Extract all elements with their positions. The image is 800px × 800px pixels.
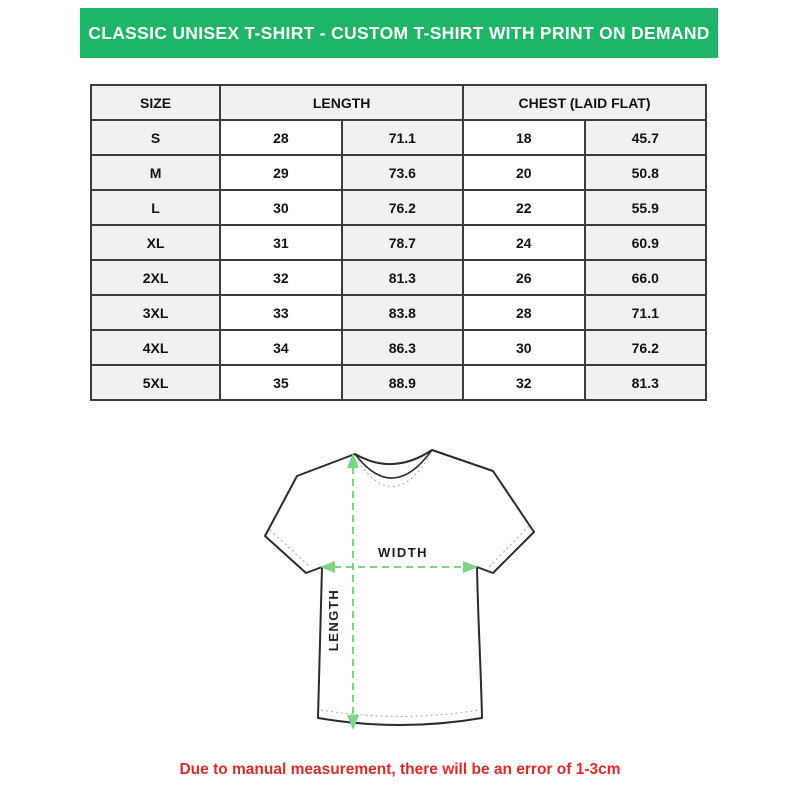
tshirt-diagram bbox=[240, 430, 560, 750]
length-cm-cell: 88.9 bbox=[342, 365, 463, 400]
table-row bbox=[91, 260, 706, 295]
size-chart-table bbox=[90, 84, 707, 401]
table-row bbox=[91, 155, 706, 190]
length-cm-cell: 78.7 bbox=[342, 225, 463, 260]
chest-cm-cell: 76.2 bbox=[585, 330, 707, 365]
table-header-row bbox=[91, 85, 706, 120]
chest-cm-cell: 81.3 bbox=[585, 365, 707, 400]
size-cell: L bbox=[91, 190, 220, 225]
length-in-cell: 29 bbox=[220, 155, 341, 190]
col-header-size: SIZE bbox=[91, 85, 220, 120]
chest-in-cell: 30 bbox=[463, 330, 584, 365]
length-cm-cell: 76.2 bbox=[342, 190, 463, 225]
length-in-cell: 33 bbox=[220, 295, 341, 330]
page-title: CLASSIC UNISEX T-SHIRT - CUSTOM T-SHIRT WITH PRINT ON DEMAND bbox=[88, 22, 710, 43]
length-in-cell: 35 bbox=[220, 365, 341, 400]
table-row bbox=[91, 225, 706, 260]
size-cell: XL bbox=[91, 225, 220, 260]
table-row bbox=[91, 365, 706, 400]
tshirt-outline bbox=[265, 450, 534, 725]
chest-cm-cell: 60.9 bbox=[585, 225, 707, 260]
col-header-length: LENGTH bbox=[220, 85, 463, 120]
length-in-cell: 30 bbox=[220, 190, 341, 225]
chest-in-cell: 22 bbox=[463, 190, 584, 225]
length-cm-cell: 83.8 bbox=[342, 295, 463, 330]
length-in-cell: 32 bbox=[220, 260, 341, 295]
length-in-cell: 28 bbox=[220, 120, 341, 155]
size-cell: S bbox=[91, 120, 220, 155]
length-label: LENGTH bbox=[326, 588, 341, 652]
length-cm-cell: 86.3 bbox=[342, 330, 463, 365]
length-cm-cell: 71.1 bbox=[342, 120, 463, 155]
table-row bbox=[91, 295, 706, 330]
size-cell: 2XL bbox=[91, 260, 220, 295]
chest-in-cell: 24 bbox=[463, 225, 584, 260]
chest-in-cell: 32 bbox=[463, 365, 584, 400]
chest-in-cell: 20 bbox=[463, 155, 584, 190]
chest-cm-cell: 71.1 bbox=[585, 295, 707, 330]
chest-in-cell: 18 bbox=[463, 120, 584, 155]
size-cell: 3XL bbox=[91, 295, 220, 330]
table-row bbox=[91, 330, 706, 365]
length-cm-cell: 81.3 bbox=[342, 260, 463, 295]
size-cell: M bbox=[91, 155, 220, 190]
chest-cm-cell: 55.9 bbox=[585, 190, 707, 225]
chest-in-cell: 26 bbox=[463, 260, 584, 295]
chest-cm-cell: 66.0 bbox=[585, 260, 707, 295]
measurement-note: Due to manual measurement, there will be an error of 1-3cm bbox=[179, 761, 621, 778]
title-banner bbox=[80, 8, 718, 58]
chest-in-cell: 28 bbox=[463, 295, 584, 330]
size-cell: 4XL bbox=[91, 330, 220, 365]
chest-cm-cell: 45.7 bbox=[585, 120, 707, 155]
length-cm-cell: 73.6 bbox=[342, 155, 463, 190]
width-label: WIDTH bbox=[377, 545, 429, 560]
size-cell: 5XL bbox=[91, 365, 220, 400]
table-row bbox=[91, 190, 706, 225]
col-header-chest: CHEST (LAID FLAT) bbox=[463, 85, 706, 120]
length-in-cell: 34 bbox=[220, 330, 341, 365]
length-in-cell: 31 bbox=[220, 225, 341, 260]
table-row bbox=[91, 120, 706, 155]
chest-cm-cell: 50.8 bbox=[585, 155, 707, 190]
